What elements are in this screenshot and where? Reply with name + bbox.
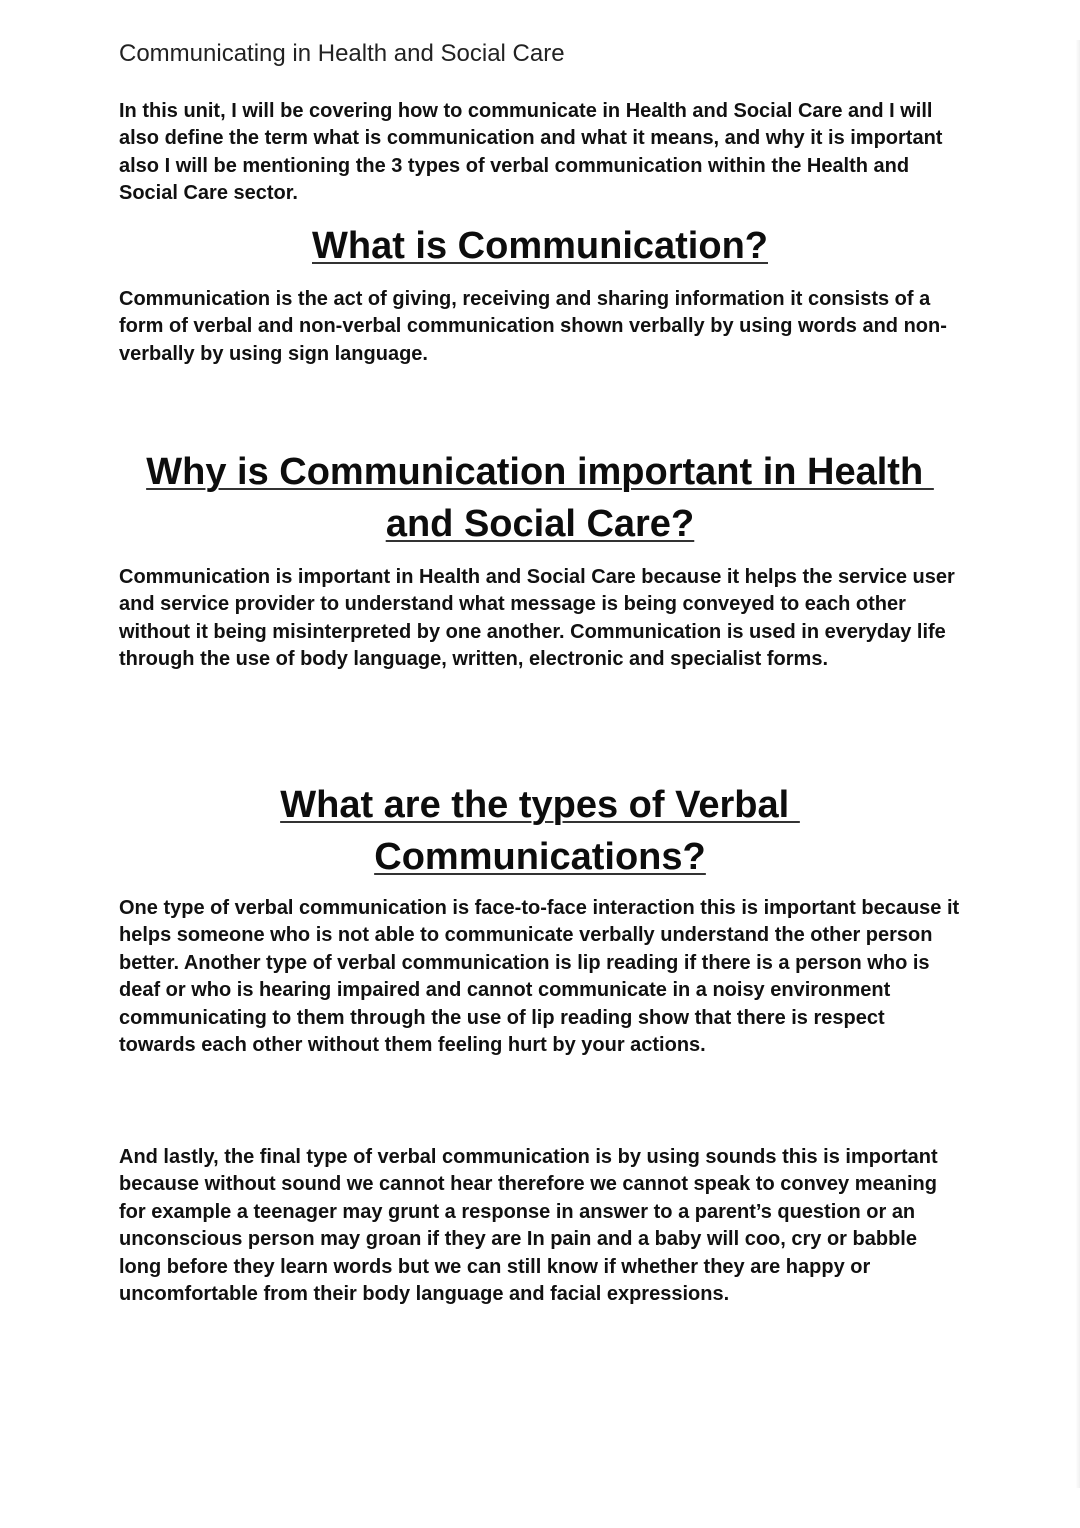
heading-line: What is Communication? bbox=[312, 225, 768, 267]
heading-line: and Social Care? bbox=[385, 503, 695, 545]
intro-paragraph: In this unit, I will be covering how to communicate in Health and Social Care and I will also define the term what is communication and what it means, and why it is important also I will be mentioning the 3 types of verbal communication within the Health and Social Care sector. bbox=[119, 100, 943, 205]
heading-what-is-communication bbox=[119, 220, 961, 272]
page-edge-shadow bbox=[1076, 40, 1080, 1488]
importance-paragraph: Communication is important in Health and Social Care because it helps the service user and service provider to understand what message is being conveyed to each other without it being misinterpreted by one another. Communication is used in everyday life through the use of body language, written, electronic and specialist forms. bbox=[119, 566, 955, 671]
heading-types-of-verbal-communication bbox=[119, 779, 961, 883]
document-title: Communicating in Health and Social Care bbox=[119, 40, 565, 67]
heading-line: Why is Communication important in Health bbox=[146, 451, 934, 493]
definition-paragraph: Communication is the act of giving, receiving and sharing information it consists of a form of verbal and non-verbal communication shown verbally by using words and non-verbally by using sign language. bbox=[119, 288, 947, 365]
types-paragraph-face-to-face-and-lip-reading: One type of verbal communication is face-to-face interaction this is important because it helps someone who is not able to communicate verbally understand the other person better. Another type of verbal communication is lip reading if there is a person who is deaf or who is hearing impaired and cannot communicate in a noisy environment communicating to them through the use of lip reading show that there is respect towards each other without them feeling hurt by your actions. bbox=[119, 897, 960, 1057]
heading-why-communication-important bbox=[119, 446, 961, 550]
types-paragraph-sounds: And lastly, the final type of verbal communication is by using sounds this is important because without sound we cannot hear therefore we cannot speak to convey meaning for example a teenager may grunt a response in answer to a parent’s question or an unconscious person may groan if they are In pain and a baby will coo, cry or babble long before they learn words but we can still know if whether they are happy or uncomfortable from their body language and facial expressions. bbox=[119, 1146, 938, 1306]
heading-line: Communications? bbox=[374, 836, 706, 878]
heading-line: What are the types of Verbal bbox=[280, 784, 800, 826]
